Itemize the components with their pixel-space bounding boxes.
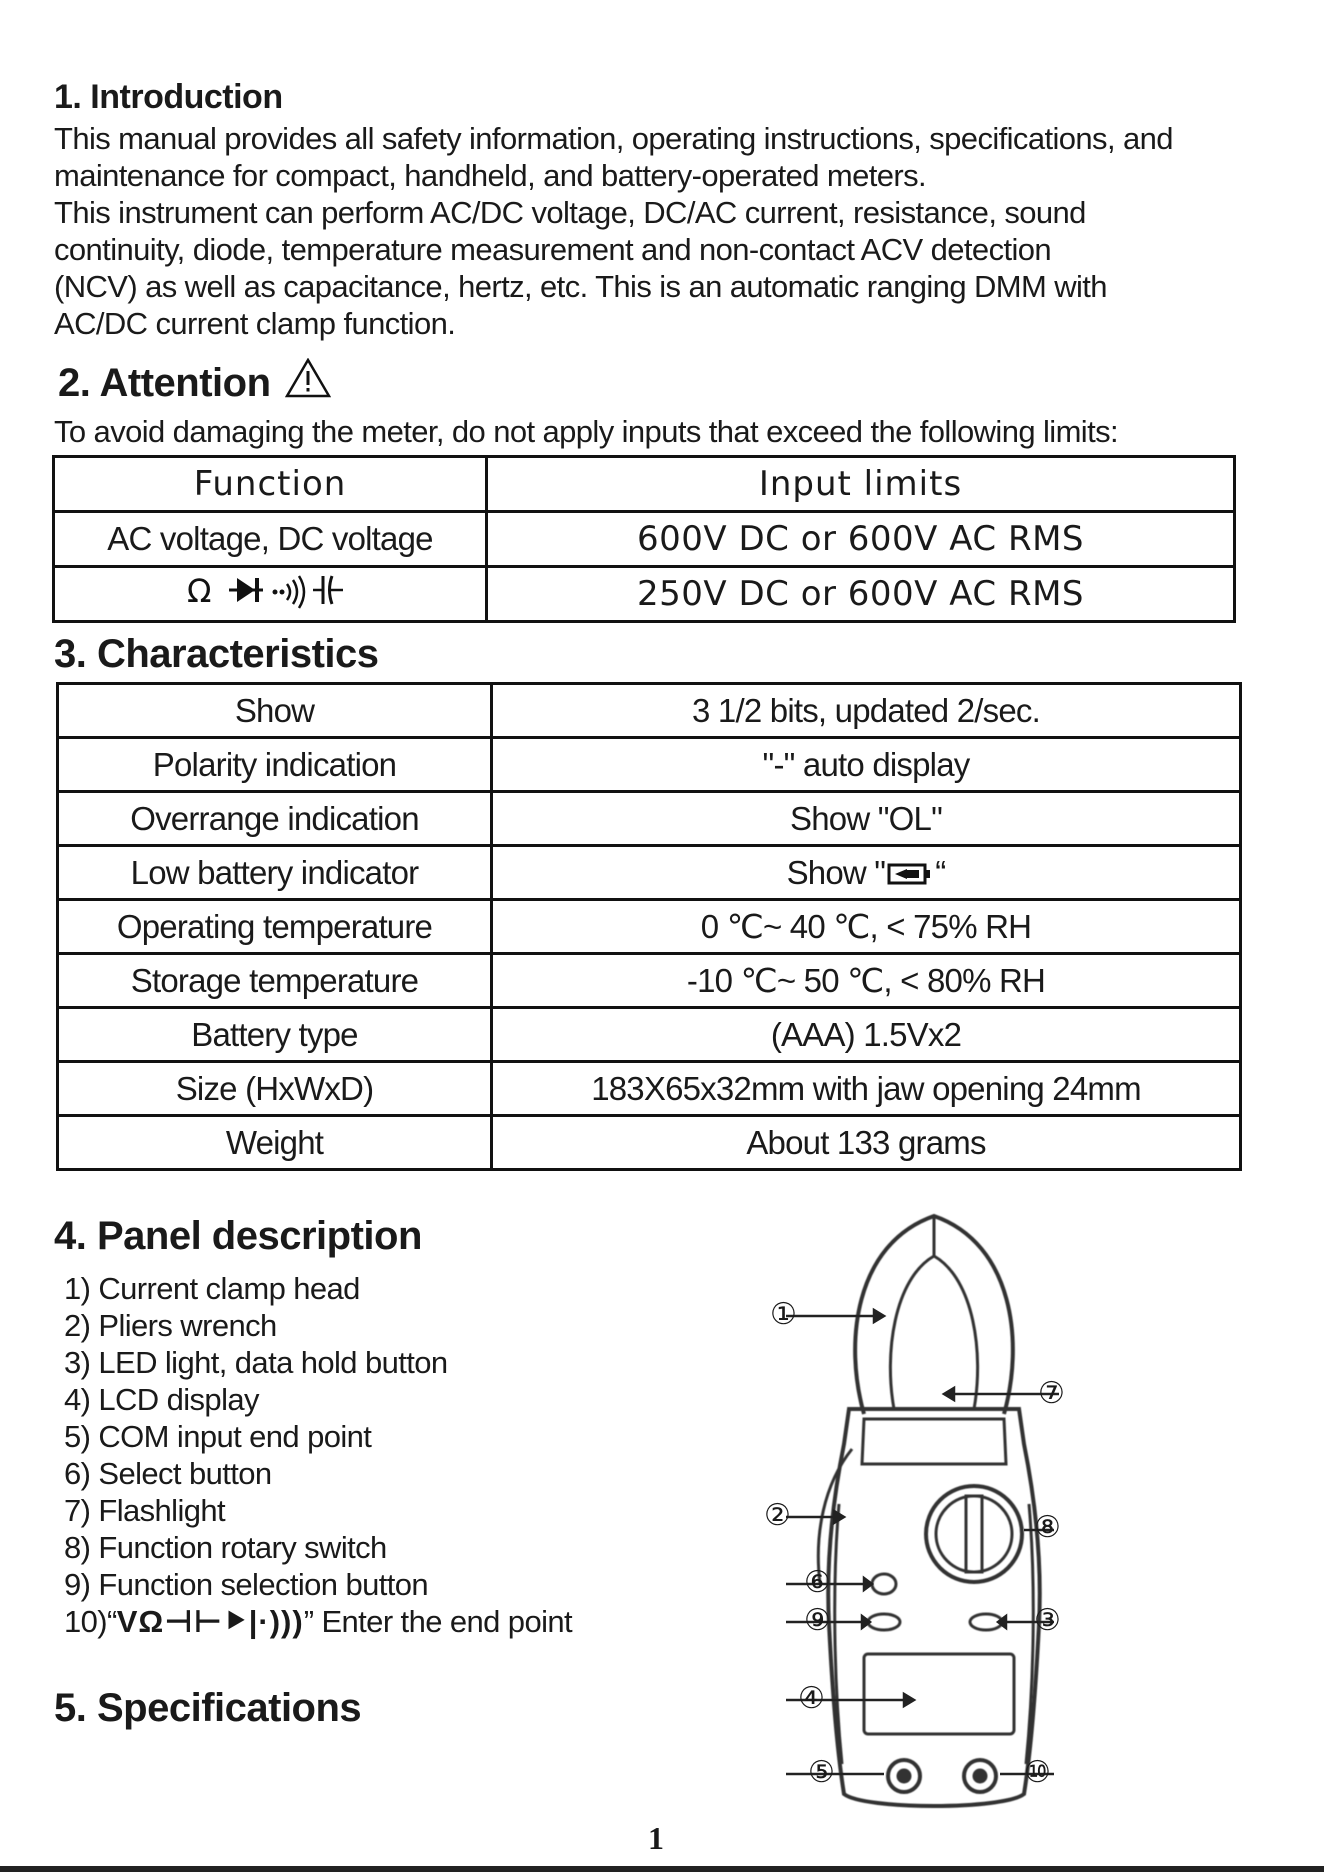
characteristics-heading: 3. Characteristics <box>54 632 379 676</box>
battery-prefix: Show " <box>786 853 886 891</box>
table-row <box>58 846 1241 900</box>
intro-line: This manual provides all safety information, operating instructions, specifications, and <box>54 121 1173 156</box>
panel-list <box>64 1270 572 1640</box>
char-name: Operating temperature <box>58 900 492 954</box>
char-value: 0 ℃~ 40 ℃, < 75% RH <box>492 900 1241 954</box>
char-value: 3 1/2 bits, updated 2/sec. <box>492 684 1241 738</box>
table-row <box>58 792 1241 846</box>
item10-symbols: VΩ⊣⊢⯈|·))) <box>116 1604 304 1639</box>
function-symbols-cell <box>54 567 487 622</box>
char-value: About 133 grams <box>492 1116 1241 1170</box>
callout-9: ⑨ <box>804 1604 831 1637</box>
limit-cell: 250V DC or 600V AC RMS <box>487 567 1235 622</box>
table-row <box>54 567 1235 622</box>
table-row <box>58 1008 1241 1062</box>
intro-heading: 1. Introduction <box>54 78 283 116</box>
char-name: Low battery indicator <box>58 846 492 900</box>
table-row <box>58 954 1241 1008</box>
list-item: 5) COM input end point <box>64 1419 372 1454</box>
char-name: Weight <box>58 1116 492 1170</box>
attention-heading <box>58 358 331 406</box>
header-function: Function <box>54 457 487 512</box>
page-number: 1 <box>648 1820 664 1856</box>
table-row <box>58 900 1241 954</box>
callout-5: ⑤ <box>808 1756 835 1789</box>
intro-line: This instrument can perform AC/DC voltage, DC/AC current, resistance, sound <box>54 195 1086 230</box>
characteristics-table <box>56 682 1242 1171</box>
function-symbols-icon <box>185 570 355 610</box>
item10-suffix: ” Enter the end point <box>303 1604 573 1639</box>
intro-line: continuity, diode, temperature measurement and non-contact ACV detection <box>54 232 1052 267</box>
table-row <box>58 1116 1241 1170</box>
item10-prefix: 10)“ <box>64 1604 117 1639</box>
table-row <box>58 738 1241 792</box>
char-name: Show <box>58 684 492 738</box>
table-row <box>58 1062 1241 1116</box>
char-name: Overrange indication <box>58 792 492 846</box>
char-value: 183X65x32mm with jaw opening 24mm <box>492 1062 1241 1116</box>
list-item: 8) Function rotary switch <box>64 1530 387 1565</box>
callout-1: ① <box>770 1298 797 1331</box>
callout-4: ④ <box>798 1682 825 1715</box>
callout-3: ③ <box>1034 1604 1061 1637</box>
char-value-battery <box>492 846 1241 900</box>
panel-heading: 4. Panel description <box>54 1214 422 1258</box>
list-item: 1) Current clamp head <box>64 1271 360 1306</box>
intro-text <box>54 120 1284 342</box>
specs-heading: 5. Specifications <box>54 1686 362 1730</box>
char-name: Polarity indication <box>58 738 492 792</box>
char-name: Size (HxWxD) <box>58 1062 492 1116</box>
callout-10: ⑩ <box>1024 1756 1051 1789</box>
char-name: Storage temperature <box>58 954 492 1008</box>
table-row <box>54 512 1235 567</box>
intro-line: (NCV) as well as capacitance, hertz, etc. This is an automatic ranging DMM with <box>54 269 1107 304</box>
list-item: 6) Select button <box>64 1456 272 1491</box>
attention-intro: To avoid damaging the meter, do not apply inputs that exceed the following limits: <box>54 414 1119 449</box>
list-item: 2) Pliers wrench <box>64 1308 277 1343</box>
table-row <box>54 457 1235 512</box>
callout-6: ⑥ <box>804 1566 831 1599</box>
warning-triangle-icon <box>285 358 331 398</box>
callout-8: ⑧ <box>1034 1511 1061 1544</box>
char-value: (AAA) 1.5Vx2 <box>492 1008 1241 1062</box>
char-value: "-" auto display <box>492 738 1241 792</box>
page-bottom-rule <box>0 1866 1324 1872</box>
list-item: 3) LED light, data hold button <box>64 1345 448 1380</box>
header-input-limits: Input limits <box>487 457 1235 512</box>
svg-text:Ω: Ω <box>187 572 211 610</box>
intro-line: maintenance for compact, handheld, and battery-operated meters. <box>54 158 927 193</box>
callout-7: ⑦ <box>1038 1377 1065 1410</box>
intro-line: AC/DC current clamp function. <box>54 306 456 341</box>
battery-suffix: “ <box>935 853 946 891</box>
callout-2: ② <box>764 1499 791 1532</box>
table-row <box>58 684 1241 738</box>
list-item: 4) LCD display <box>64 1382 259 1417</box>
attention-heading-text: 2. Attention <box>58 361 271 405</box>
function-cell: AC voltage, DC voltage <box>54 512 487 567</box>
limit-cell: 600V DC or 600V AC RMS <box>487 512 1235 567</box>
input-limits-table <box>52 455 1236 623</box>
char-name: Battery type <box>58 1008 492 1062</box>
list-item <box>64 1603 572 1640</box>
battery-icon <box>887 862 933 886</box>
list-item: 7) Flashlight <box>64 1493 226 1528</box>
list-item: 9) Function selection button <box>64 1567 429 1602</box>
char-value: Show "OL" <box>492 792 1241 846</box>
char-value: -10 ℃~ 50 ℃, < 80% RH <box>492 954 1241 1008</box>
